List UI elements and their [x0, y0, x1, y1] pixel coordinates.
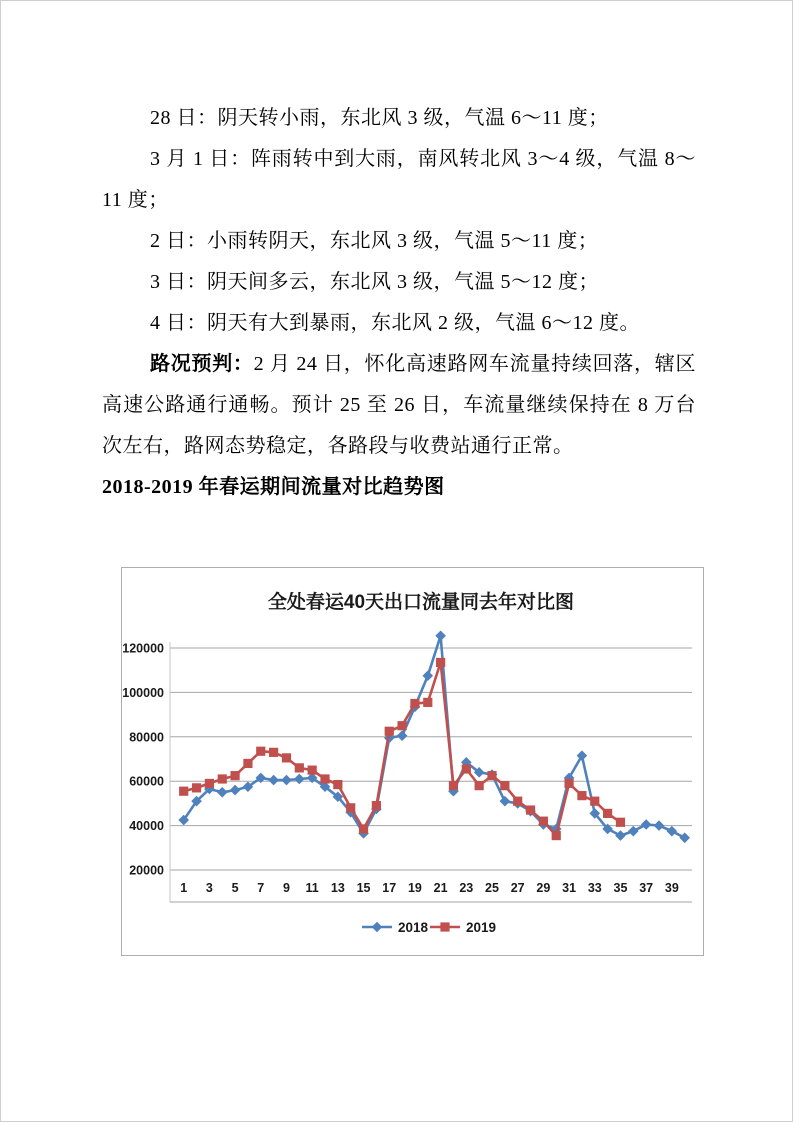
data-point-diamond	[628, 826, 639, 837]
chart-title: 全处春运40天出口流量同去年对比图	[267, 592, 575, 613]
data-point-diamond	[294, 774, 305, 785]
data-point-square	[577, 791, 586, 800]
x-tick-label: 31	[562, 881, 577, 895]
data-point-square	[440, 922, 449, 931]
body-paragraph: 28 日：阴天转小雨，东北风 3 级，气温 6～11 度；	[150, 107, 609, 129]
y-tick-label: 20000	[129, 863, 164, 878]
data-point-diamond	[641, 819, 652, 830]
data-point-square	[539, 817, 548, 826]
data-point-diamond	[667, 826, 678, 837]
chart-legend	[362, 920, 496, 935]
x-tick-label: 7	[257, 881, 265, 895]
paragraph-lead-bold: 路况预判：	[150, 353, 254, 375]
data-point-square	[449, 781, 458, 790]
body-paragraph: 3 日：阴天间多云，东北风 3 级，气温 5～12 度；	[150, 271, 599, 293]
data-point-square	[397, 721, 406, 730]
data-point-diamond	[500, 796, 511, 807]
x-tick-label: 37	[639, 881, 654, 895]
legend-label-2019: 2019	[466, 920, 497, 935]
data-point-diamond	[679, 833, 690, 844]
x-tick-label: 19	[407, 881, 422, 895]
section-heading: 2018-2019 年春运期间流量对比趋势图	[102, 476, 445, 498]
x-tick-label: 1	[180, 881, 188, 895]
x-tick-label: 25	[485, 881, 499, 895]
body-paragraph: 2 日：小雨转阴天，东北风 3 级，气温 5～11 度；	[150, 230, 599, 252]
x-tick-label: 15	[356, 881, 371, 895]
body-paragraph: 路况预判：2 月 24 日，怀化高速路网车流量持续回落，辖区高速公路通行通畅。预计 25 至 26 日，车流量继续保持在 8 万台次左右，路网态势稳定，各路段与收费站通行正常。	[102, 353, 697, 457]
x-tick-label: 35	[613, 881, 628, 895]
y-axis-labels	[122, 642, 164, 878]
data-point-diamond	[281, 775, 292, 786]
data-point-diamond	[577, 750, 588, 761]
flow-comparison-chart	[122, 568, 703, 955]
data-point-diamond	[372, 922, 383, 933]
data-point-square	[179, 787, 188, 796]
data-point-square	[243, 759, 252, 768]
data-point-square	[385, 727, 394, 736]
data-point-square	[256, 747, 265, 756]
y-tick-label: 60000	[129, 774, 164, 789]
series-2019	[179, 658, 625, 840]
data-point-square	[282, 753, 291, 762]
legend-item-2018	[362, 920, 429, 935]
data-point-square	[205, 779, 214, 788]
data-point-square	[230, 771, 239, 780]
data-point-square	[320, 774, 329, 783]
y-tick-label: 80000	[129, 730, 164, 745]
x-tick-label: 9	[282, 881, 290, 895]
data-point-square	[359, 824, 368, 833]
y-tick-label: 120000	[122, 641, 164, 656]
data-point-square	[372, 801, 381, 810]
data-point-square	[269, 748, 278, 757]
data-point-square	[436, 658, 445, 667]
data-point-diamond	[217, 787, 228, 798]
data-point-square	[552, 831, 561, 840]
data-point-square	[564, 779, 573, 788]
x-tick-label: 11	[305, 881, 319, 895]
data-point-square	[308, 766, 317, 775]
data-point-square	[462, 764, 471, 773]
x-tick-label: 27	[510, 881, 525, 895]
data-point-square	[526, 805, 535, 814]
data-point-square	[475, 781, 484, 790]
legend-item-2019	[430, 920, 496, 935]
x-tick-label: 21	[433, 881, 448, 895]
data-point-diamond	[654, 820, 665, 831]
data-point-diamond	[615, 830, 626, 841]
y-tick-label: 40000	[129, 819, 164, 834]
data-point-square	[333, 780, 342, 789]
data-point-square	[616, 818, 625, 827]
y-tick-label: 100000	[122, 685, 164, 700]
data-point-square	[295, 763, 304, 772]
x-tick-label: 33	[587, 881, 602, 895]
data-point-square	[487, 771, 496, 780]
x-tick-label: 23	[459, 881, 474, 895]
data-point-square	[410, 699, 419, 708]
data-point-square	[346, 803, 355, 812]
x-tick-label: 13	[330, 881, 345, 895]
data-point-square	[590, 797, 599, 806]
x-tick-label: 3	[205, 881, 213, 895]
series-2019-line	[184, 662, 621, 835]
data-point-square	[603, 809, 612, 818]
body-paragraph: 3 月 1 日：阵雨转中到大雨，南风转北风 3～4 级，气温 8～11 度；	[102, 148, 696, 211]
data-point-diamond	[268, 775, 279, 786]
legend-label-2018: 2018	[398, 920, 429, 935]
data-point-square	[423, 698, 432, 707]
data-point-diamond	[230, 785, 241, 796]
data-point-diamond	[435, 630, 446, 641]
data-point-square	[218, 774, 227, 783]
chart-frame	[121, 567, 704, 956]
data-point-square	[500, 781, 509, 790]
body-paragraph: 4 日：阴天有大到暴雨，东北风 2 级，气温 6～12 度。	[150, 312, 640, 334]
data-point-square	[192, 783, 201, 792]
data-point-diamond	[422, 670, 433, 681]
data-point-square	[513, 797, 522, 806]
paragraphs-container	[102, 98, 696, 467]
document-body	[102, 98, 696, 508]
x-tick-label: 39	[664, 881, 679, 895]
x-tick-label: 17	[382, 881, 397, 895]
data-point-diamond	[397, 730, 408, 741]
x-tick-label: 29	[536, 881, 551, 895]
x-tick-label: 5	[231, 881, 239, 895]
x-axis-labels	[180, 881, 679, 895]
